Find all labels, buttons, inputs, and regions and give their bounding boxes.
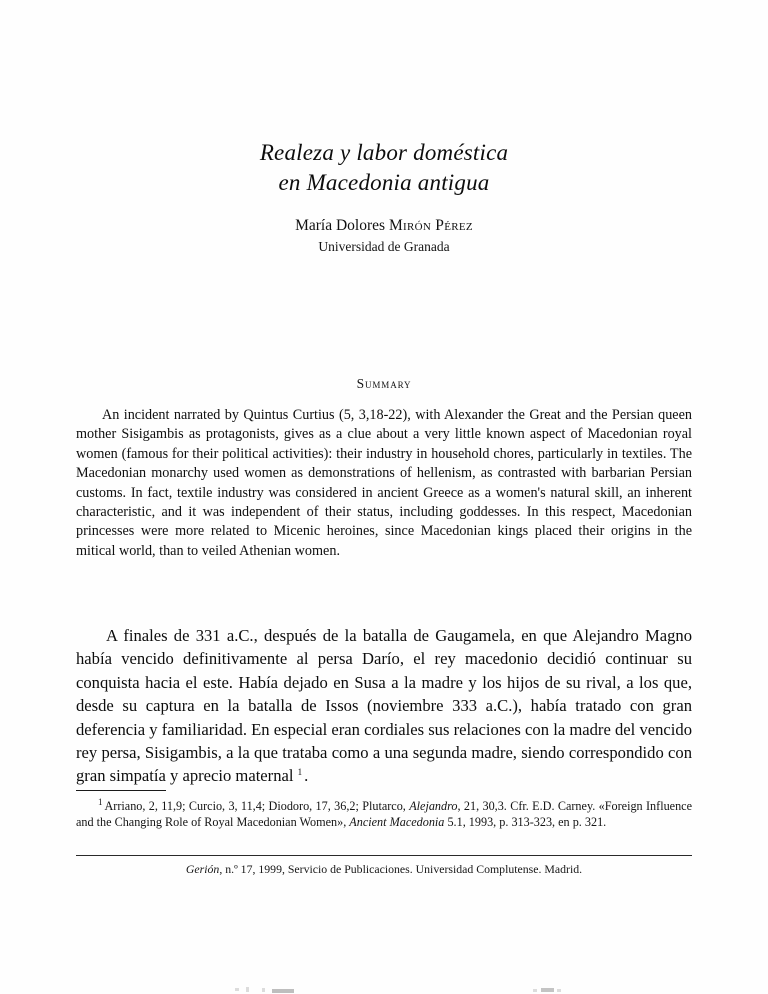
journal-footer [76, 861, 692, 877]
summary-section [76, 406, 692, 561]
author-name [76, 216, 692, 236]
scan-artifact [272, 989, 294, 993]
footnote-1 [76, 798, 692, 831]
author-block [76, 216, 692, 256]
author-affiliation: Universidad de Granada [318, 239, 450, 254]
journal-citation: , n.º 17, 1999, Servicio de Publicaciones. Universidad Complutense. Madrid. [219, 862, 583, 876]
scan-artifact [541, 988, 554, 992]
article-title [76, 138, 692, 198]
title-line-1: Realeza y labor doméstica [259, 140, 509, 165]
author-given-names: María Dolores [295, 217, 389, 234]
author-surname: Mirón Pérez [388, 217, 473, 234]
scan-artifact [262, 988, 265, 992]
footnote-text-part-3: 5.1, 1993, p. 313-323, en p. 321. [444, 815, 607, 830]
footnote-italic-alejandro: Alejandro [409, 799, 458, 813]
footnote-section [76, 798, 692, 831]
journal-name: Gerión [185, 862, 220, 876]
footnote-separator-rule [76, 790, 166, 791]
scan-artifact [246, 987, 249, 992]
body-paragraph [76, 624, 692, 788]
title-line-2: en Macedonia antigua [278, 170, 490, 195]
footnote-marker: 1 [98, 796, 103, 807]
footer-separator-rule [76, 855, 692, 856]
summary-paragraph: An incident narrated by Quintus Curtius (5, 3,18-22), with Alexander the Great and the Persian queen mother Sisigambis as protagonists, gives as a clue about a very little known aspect of Macedonian royal women (famous for their political activities): their industry in household chores, particularly in textiles. The Macedonian monarchy used women as demonstrations of hellenism, as contrasted with barbarian Persian customs. In fact, textile industry was considered in ancient Greece as a women's natural skill, an inherent characteristic, and it was independent of their status, including goddesses. In this respect, Macedonian princesses were more related to Micenic heroines, since Macedonian kings placed their origins in the mitical world, than to veiled Athenian women. [76, 407, 692, 559]
footnote-text-part-1: Arriano, 2, 11,9; Curcio, 3, 11,4; Diodoro, 17, 36,2; Plutarco, [104, 799, 410, 813]
footnote-text-part-2: , 21, 30,3. Cfr. E.D. Carney. «Foreign Influence and the Changing Role of Royal Macedonian Women», [76, 799, 692, 830]
scan-artifact [235, 988, 239, 991]
footnote-reference-1[interactable]: 1 [297, 766, 303, 777]
scan-artifact [533, 989, 537, 992]
body-section [76, 624, 692, 788]
summary-heading: Summary [356, 376, 412, 391]
scan-artifact [557, 989, 561, 992]
body-paragraph-end: . [304, 766, 309, 786]
body-paragraph-text: A finales de 331 a.C., después de la batalla de Gaugamela, en que Alejandro Magno había vencido definitivamente al persa Darío, el rey macedonio decidió continuar su conquista hacia el este. Había dejado en Susa a la madre y los hijos de su rival, a los que, desde su captura en la batalla de Issos (noviembre 333 a.C.), había tratado con gran deferencia y familiaridad. En especial eran cordiales sus relaciones con la madre del vencido rey persa, Sisigambis, a la que trataba como a una segunda madre, siendo correspondido con gran simpatía y aprecio maternal [76, 626, 692, 786]
footnote-italic-ancient-macedonia: Ancient Macedonia [349, 815, 445, 830]
